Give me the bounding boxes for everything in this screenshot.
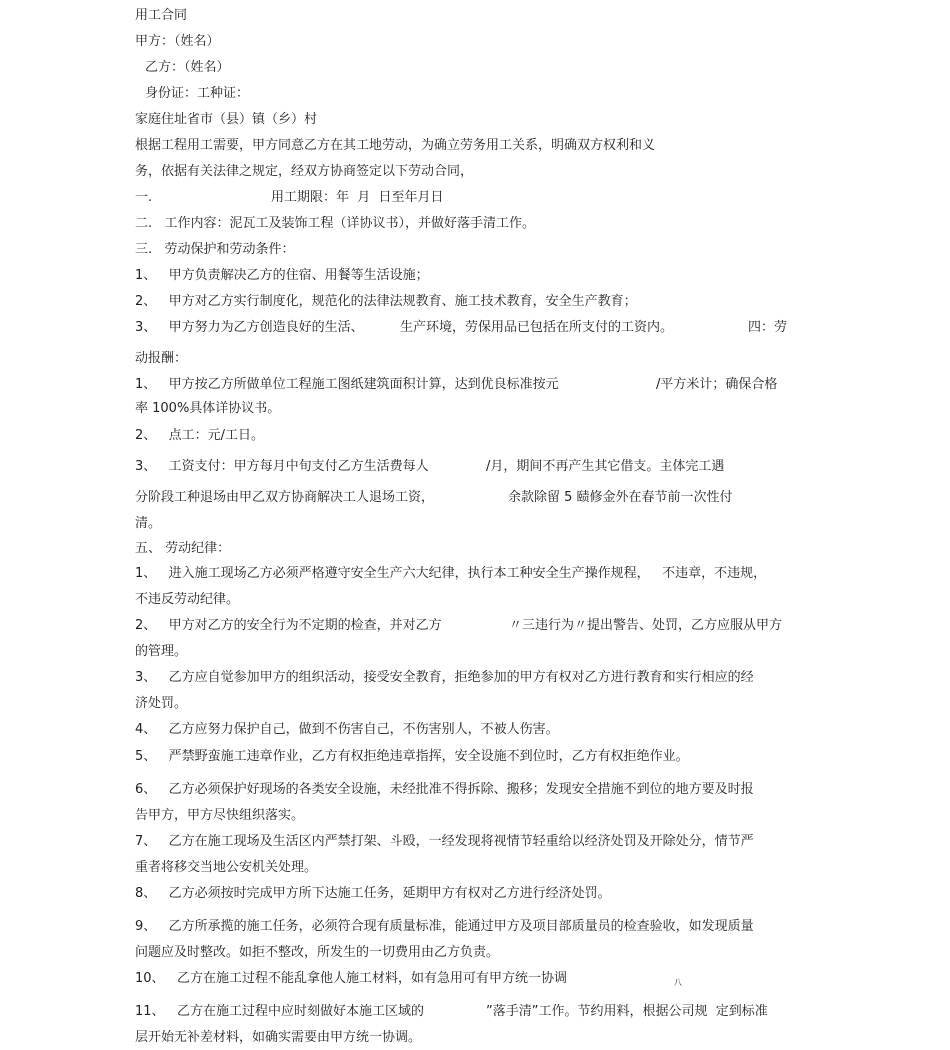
section-3-item-3-part-a: 3、 甲方努力为乙方创造良好的生活、 [135,320,364,335]
section-4-item-1-part-c: 率 100%具体详协议书。 [135,401,281,416]
section-5-item-1-part-a: 1、 进入施工现场乙方必须严格遵守安全生产六大纪律，执行本工种安全生产操作规程， 不违章，不违规， [135,566,767,581]
id-line: 身份证：工种证： [145,86,250,101]
section-5-item-2-part-a: 2、 甲方对乙方的安全行为不定期的检查，并对乙方 [135,618,442,633]
section-1-text: 用工期限：年 月 日至年月日 [271,190,444,205]
section-5-item-9-part-a: 9、 乙方所承揽的施工任务，必须符合现有质量标准，能通过甲方及项目部质量员的检查验收，如发现质量 [135,919,754,934]
section-4-item-1-part-a: 1、 甲方按乙方所做单位工程施工图纸建筑面积计算，达到优良标准按元 [135,377,559,392]
section-5-heading: 五、 劳动纪律： [135,541,231,556]
party-b-line: 乙方：（姓名） [145,60,230,75]
section-5-item-11-part-b: ”落手清”工作。节约用料，根据公司规 定到标准 [486,1004,768,1019]
section-4-item-1-part-b: /平方米计；确保合格 [656,377,778,392]
section-5-item-3-part-b: 济处罚。 [135,696,188,711]
section-5-item-11-part-c: 层开始无补差材料，如确实需要由甲方统一协调。 [135,1030,422,1045]
section-5-item-8: 8、 乙方必须按时完成甲方所下达施工任务，延期甲方有权对乙方进行经济处罚。 [135,886,611,901]
section-3-item-1: 1、 甲方负责解决乙方的住宿、用餐等生活设施； [135,268,429,283]
section-3-item-3-part-b: 生产环境，劳保用品已包括在所支付的工资内。 [400,320,674,335]
section-5-item-10-mark: 八 [674,978,682,987]
section-4-heading: 四：劳 [748,320,788,335]
document-title: 用工合同 [135,8,188,23]
section-5-item-6-part-b: 告甲方，甲方尽快组织落实。 [135,808,305,823]
section-4-item-3-part-d: 余款除留 5 赜修金外在春节前一次性付 [508,490,733,505]
section-5-item-2-part-b: 〃三违行为〃提出警告、处罚，乙方应服从甲方 [509,618,783,633]
section-5-item-7-part-b: 重者将移交当地公安机关处理。 [135,860,318,875]
intro-line-1: 根据工程用工需要，甲方同意乙方在其工地劳动，为确立劳务用工关系，明确双方权利和义 [135,138,656,153]
section-5-item-3-part-a: 3、 乙方应自觉参加甲方的组织活动，接受安全教育，拒绝参加的甲方有权对乙方进行教育和实行相应的经 [135,670,754,685]
section-3-item-2: 2、 甲方对乙方实行制度化，规范化的法律法规教育、施工技术教育，安全生产教育； [135,294,637,309]
party-a-line: 甲方：（姓名） [135,34,220,49]
section-5-item-5: 5、 严禁野蛮施工违章作业，乙方有权拒绝违章指挥，安全设施不到位时，乙方有权拒绝作业。 [135,749,689,764]
section-5-item-11-part-a: 11、 乙方在施工过程中应时刻做好本施工区域的 [135,1004,424,1019]
section-4-heading-continued: 动报酬： [135,351,188,366]
section-4-item-3-part-e: 清。 [135,516,162,531]
section-4-item-3-part-b: /月，期间不再产生其它借支。主体完工遇 [486,459,725,474]
section-5-item-7-part-a: 7、 乙方在施工现场及生活区内严禁打架、斗殴，一经发现将视情节轻重给以经济处罚及开除处分，情节严 [135,834,754,849]
section-5-item-2-part-c: 的管理。 [135,644,188,659]
section-4-item-3-part-c: 分阶段工种退场由甲乙双方协商解决工人退场工资， [135,490,435,505]
intro-line-2: 务，依据有关法律之规定，经双方协商签定以下劳动合同， [135,164,474,179]
section-2: 二. 工作内容：泥瓦工及装饰工程（详协议书），并做好落手清工作。 [135,216,536,231]
address-line: 家庭住址省市（县）镇（乡）村 [135,112,318,127]
section-4-item-3-part-a: 3、 工资支付：甲方每月中旬支付乙方生活费每人 [135,459,429,474]
section-1-number: 一. [135,190,153,205]
section-5-item-4: 4、 乙方应努力保护自己，做到不伤害自己，不伤害别人，不被人伤害。 [135,722,559,737]
section-5-item-1-part-b: 不违反劳动纪律。 [135,592,240,607]
section-5-item-9-part-b: 问题应及时整改。如拒不整改，所发生的一切费用由乙方负责。 [135,945,500,960]
section-3-heading: 三. 劳动保护和劳动条件： [135,242,295,257]
section-5-item-6-part-a: 6、 乙方必须保护好现场的各类安全设施，未经批准不得拆除、搬移；发现安全措施不到位的地方要及时报 [135,782,754,797]
section-4-item-2: 2、 点工：元/工日。 [135,428,265,443]
section-5-item-10: 10、 乙方在施工过程不能乱拿他人施工材料，如有急用可有甲方统一协调 [135,971,567,986]
